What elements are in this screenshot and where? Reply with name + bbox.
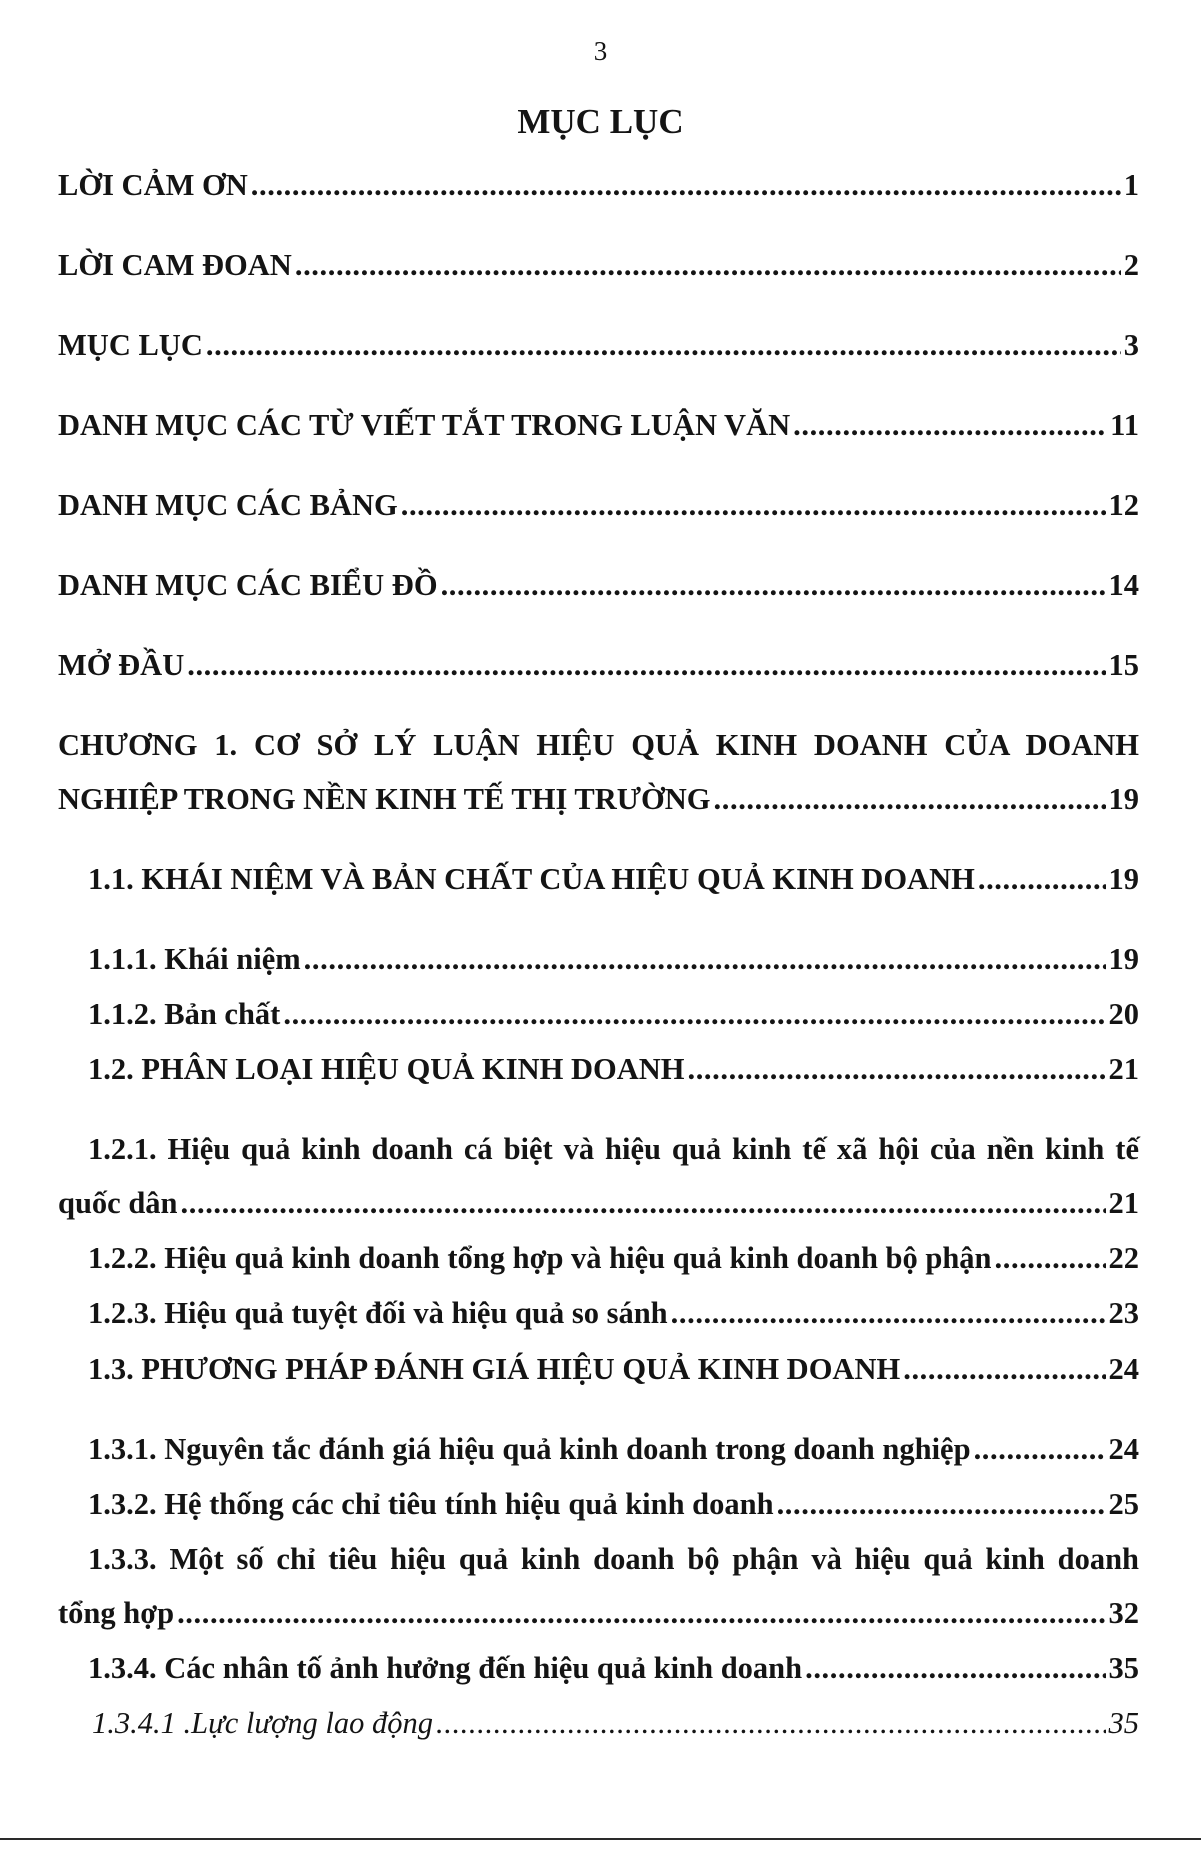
toc-entry-label: tổng hợp (58, 1596, 175, 1630)
dot-leader (671, 1296, 1106, 1331)
toc-entry-label: 1.1.2. Bản chất (88, 997, 281, 1031)
toc-entry-1-2-1[interactable] (58, 1186, 1139, 1226)
toc-entry-danh-muc-bieu-do[interactable] (58, 568, 1139, 608)
toc-entry-page: 21 (1108, 1052, 1139, 1086)
toc-entry-page: 2 (1123, 248, 1139, 282)
toc-entry-page: 1 (1123, 168, 1139, 202)
toc-entry-1-1[interactable] (88, 862, 1139, 902)
toc-entry-1-2-3[interactable] (88, 1296, 1139, 1336)
dot-leader (777, 1487, 1106, 1522)
toc-entry-label: DANH MỤC CÁC TỪ VIẾT TẮT TRONG LUẬN VĂN (58, 408, 791, 442)
toc-entry-1-3-3[interactable] (58, 1596, 1139, 1636)
dot-leader (687, 1052, 1105, 1087)
toc-entry-page: 15 (1108, 648, 1139, 682)
dot-leader (295, 248, 1121, 283)
dot-leader (714, 782, 1106, 817)
toc-entry-label: 1.3.4. Các nhân tố ảnh hưởng đến hiệu quả kinh doanh (88, 1651, 803, 1685)
page-bottom-rule (0, 1838, 1201, 1840)
dot-leader (441, 568, 1106, 603)
toc-entry-label: DANH MỤC CÁC BẢNG (58, 488, 398, 522)
toc-entry-page: 14 (1108, 568, 1139, 602)
dot-leader (187, 648, 1105, 683)
dot-leader (304, 942, 1106, 977)
dot-leader (995, 1241, 1106, 1276)
toc-entry-1-2-2[interactable] (88, 1241, 1139, 1281)
toc-entry-chuong-1[interactable] (58, 782, 1139, 822)
toc-entry-label: MỞ ĐẦU (58, 648, 185, 682)
dot-leader (978, 862, 1106, 897)
toc-entry-page: 35 (1108, 1706, 1139, 1740)
toc-entry-1-3-2[interactable] (88, 1487, 1139, 1527)
toc-entry-page: 19 (1108, 782, 1139, 816)
toc-entry-page: 24 (1108, 1352, 1139, 1386)
toc-entry-page: 35 (1108, 1651, 1139, 1685)
dot-leader (181, 1186, 1106, 1221)
toc-entry-page: 20 (1108, 997, 1139, 1031)
toc-entry-label: LỜI CAM ĐOAN (58, 248, 292, 282)
toc-entry-label: DANH MỤC CÁC BIỂU ĐỒ (58, 568, 438, 602)
toc-entry-page: 23 (1108, 1296, 1139, 1330)
toc-entry-page: 12 (1108, 488, 1139, 522)
toc-entry-danh-muc-tu-viet-tat[interactable] (58, 408, 1139, 448)
dot-leader (974, 1432, 1106, 1467)
toc-entry-label: 1.3. PHƯƠNG PHÁP ĐÁNH GIÁ HIỆU QUẢ KINH DOANH (88, 1352, 901, 1386)
toc-entry-label: 1.2.2. Hiệu quả kinh doanh tổng hợp và hiệu quả kinh doanh bộ phận (88, 1241, 992, 1275)
toc-entry-label: 1.2.3. Hiệu quả tuyệt đối và hiệu quả so sánh (88, 1296, 668, 1330)
toc-entry-1-2-1-line1[interactable]: 1.2.1. Hiệu quả kinh doanh cá biệt và hiệu quả kinh tế xã hội của nền kinh tế (88, 1132, 1139, 1166)
toc-entry-page: 21 (1108, 1186, 1139, 1220)
toc-entry-label: LỜI CẢM ƠN (58, 168, 248, 202)
toc-entry-1-2[interactable] (88, 1052, 1139, 1092)
toc-entry-label: 1.1.1. Khái niệm (88, 942, 301, 976)
toc-entry-chuong-1-line1[interactable]: CHƯƠNG 1. CƠ SỞ LÝ LUẬN HIỆU QUẢ KINH DOANH CỦA DOANH (58, 728, 1139, 762)
toc-entry-page: 32 (1108, 1596, 1139, 1630)
toc-entry-label: NGHIỆP TRONG NỀN KINH TẾ THỊ TRƯỜNG (58, 782, 711, 816)
toc-entry-loi-cam-doan[interactable] (58, 248, 1139, 288)
toc-entry-danh-muc-bang[interactable] (58, 488, 1139, 528)
toc-entry-page: 19 (1108, 942, 1139, 976)
toc-entry-1-3-4[interactable] (88, 1651, 1139, 1691)
toc-entry-1-3-3-line1[interactable]: 1.3.3. Một số chỉ tiêu hiệu quả kinh doanh bộ phận và hiệu quả kinh doanh (88, 1542, 1139, 1576)
dot-leader (793, 408, 1107, 443)
toc-entry-1-3[interactable] (88, 1352, 1139, 1392)
toc-entry-page: 22 (1108, 1241, 1139, 1275)
toc-entry-muc-luc[interactable] (58, 328, 1139, 368)
toc-entry-label: 1.1. KHÁI NIỆM VÀ BẢN CHẤT CỦA HIỆU QUẢ KINH DOANH (88, 862, 975, 896)
toc-entry-label: 1.2. PHÂN LOẠI HIỆU QUẢ KINH DOANH (88, 1052, 685, 1086)
dot-leader (436, 1706, 1106, 1741)
toc-entry-page: 3 (1123, 328, 1139, 362)
dot-leader (903, 1352, 1105, 1387)
toc-entry-page: 24 (1108, 1432, 1139, 1466)
toc-entry-page: 25 (1108, 1487, 1139, 1521)
dot-leader (177, 1596, 1105, 1631)
toc-entry-label: quốc dân (58, 1186, 178, 1220)
dot-leader (251, 168, 1121, 203)
toc-entry-label: MỤC LỤC (58, 328, 203, 362)
dot-leader (283, 997, 1105, 1032)
toc-entry-page: 11 (1110, 408, 1139, 442)
toc-entry-1-3-4-1[interactable] (92, 1706, 1139, 1746)
toc-entry-1-1-1[interactable] (88, 942, 1139, 982)
toc-entry-page: 19 (1108, 862, 1139, 896)
page-number: 3 (593, 36, 608, 66)
toc-entry-label: 1.3.4.1 .Lực lượng lao động (92, 1706, 433, 1740)
toc-entry-loi-cam-on[interactable] (58, 168, 1139, 208)
toc-entry-mo-dau[interactable] (58, 648, 1139, 688)
toc-entry-label: 1.3.1. Nguyên tắc đánh giá hiệu quả kinh doanh trong doanh nghiệp (88, 1432, 971, 1466)
toc-entry-1-1-2[interactable] (88, 997, 1139, 1037)
toc-title: MỤC LỤC (517, 102, 684, 141)
toc-entry-label: 1.3.2. Hệ thống các chỉ tiêu tính hiệu quả kinh doanh (88, 1487, 774, 1521)
dot-leader (206, 328, 1121, 363)
dot-leader (401, 488, 1106, 523)
dot-leader (805, 1651, 1105, 1686)
toc-entry-1-3-1[interactable] (88, 1432, 1139, 1472)
